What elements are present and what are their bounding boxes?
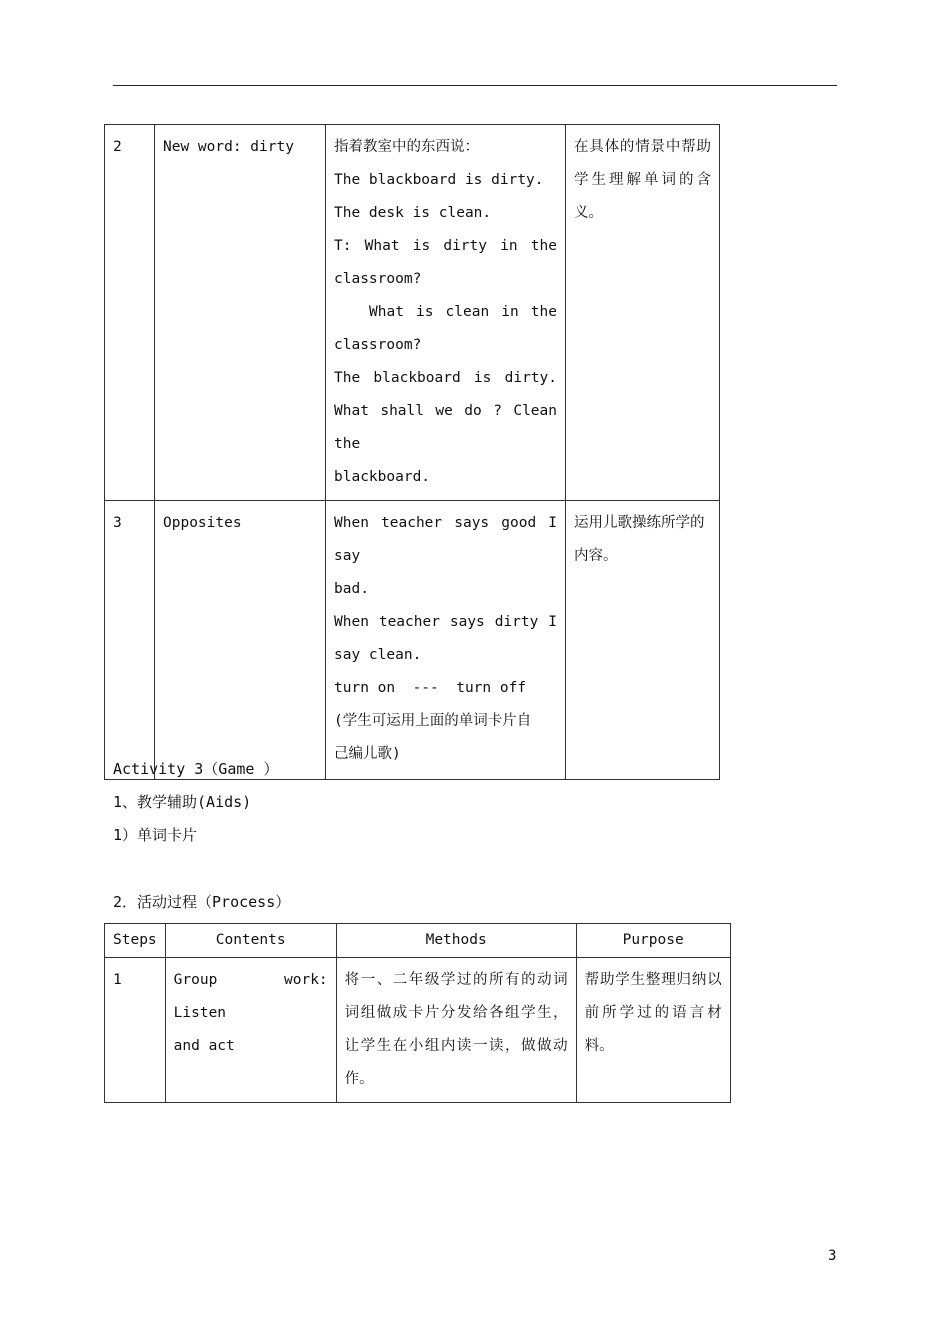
purpose-line: 学生理解单词的含 xyxy=(574,172,711,188)
method-line: classroom? xyxy=(334,337,422,353)
aids-item: 1）单词卡片 xyxy=(113,826,198,844)
purpose-line: 内容。 xyxy=(574,548,618,564)
process-heading: 2．活动过程（Process） xyxy=(113,893,291,911)
method-line: bad. xyxy=(334,581,369,597)
purpose-cell xyxy=(566,501,720,780)
header-methods: Methods xyxy=(336,924,576,958)
content-line: Group work: Listen xyxy=(173,972,328,1021)
purpose-line: 帮助学生整理归纳以 xyxy=(584,972,722,988)
activity-table-1 xyxy=(104,124,720,780)
method-line: (学生可运用上面的单词卡片自 xyxy=(334,713,532,729)
method-line: 己编儿歌) xyxy=(334,746,401,762)
methods-cell xyxy=(326,501,566,780)
method-line: blackboard. xyxy=(334,469,431,485)
method-line: The blackboard is dirty. xyxy=(334,370,557,386)
content-line: and act xyxy=(173,1038,235,1054)
method-line: The blackboard is dirty. xyxy=(334,172,544,188)
method-line: classroom? xyxy=(334,271,422,287)
header-steps: Steps xyxy=(105,924,166,958)
method-line: 将一、二年级学过的所有的动词 xyxy=(344,972,568,988)
method-line: T: What is dirty in the xyxy=(334,238,557,254)
step-cell: 1 xyxy=(105,958,166,1103)
method-line: turn on --- turn off xyxy=(334,680,527,696)
aids-heading: 1、教学辅助(Aids) xyxy=(113,793,252,811)
method-line: When teacher says good I say xyxy=(334,515,557,564)
table-row xyxy=(105,501,720,780)
purpose-line: 料。 xyxy=(584,1038,614,1054)
method-line: 词组做成卡片分发给各组学生， xyxy=(344,1005,568,1021)
content-cell xyxy=(165,958,336,1103)
purpose-cell xyxy=(576,958,730,1103)
table-row xyxy=(105,125,720,501)
step-cell: 2 xyxy=(105,125,155,501)
method-line: What shall we do ? Clean the xyxy=(334,403,557,452)
methods-cell xyxy=(336,958,576,1103)
purpose-line: 运用儿歌操练所学的 xyxy=(574,515,705,531)
purpose-line: 前所学过的语言材 xyxy=(584,1005,722,1021)
method-line: say clean. xyxy=(334,647,422,663)
content-cell: New word: dirty xyxy=(155,125,326,501)
method-line: 作。 xyxy=(344,1071,374,1087)
methods-cell xyxy=(326,125,566,501)
activity-title: Activity 3（Game ） xyxy=(113,760,279,778)
page-number: 3 xyxy=(828,1248,837,1264)
method-line: 指着教室中的东西说： xyxy=(334,139,479,155)
process-table xyxy=(104,923,731,1103)
header-rule xyxy=(113,85,837,86)
content-cell: Opposites xyxy=(155,501,326,780)
purpose-line: 义。 xyxy=(574,205,603,221)
table-row xyxy=(105,958,731,1103)
purpose-cell xyxy=(566,125,720,501)
table-header-row xyxy=(105,924,731,958)
purpose-line: 在具体的情景中帮助 xyxy=(574,139,711,155)
header-purpose: Purpose xyxy=(576,924,730,958)
method-line: The desk is clean. xyxy=(334,205,492,221)
step-cell: 3 xyxy=(105,501,155,780)
method-line: 让学生在小组内读一读，做做动 xyxy=(344,1038,568,1054)
method-line: What is clean in the xyxy=(369,304,557,320)
header-contents: Contents xyxy=(165,924,336,958)
method-line: When teacher says dirty I xyxy=(334,614,557,630)
